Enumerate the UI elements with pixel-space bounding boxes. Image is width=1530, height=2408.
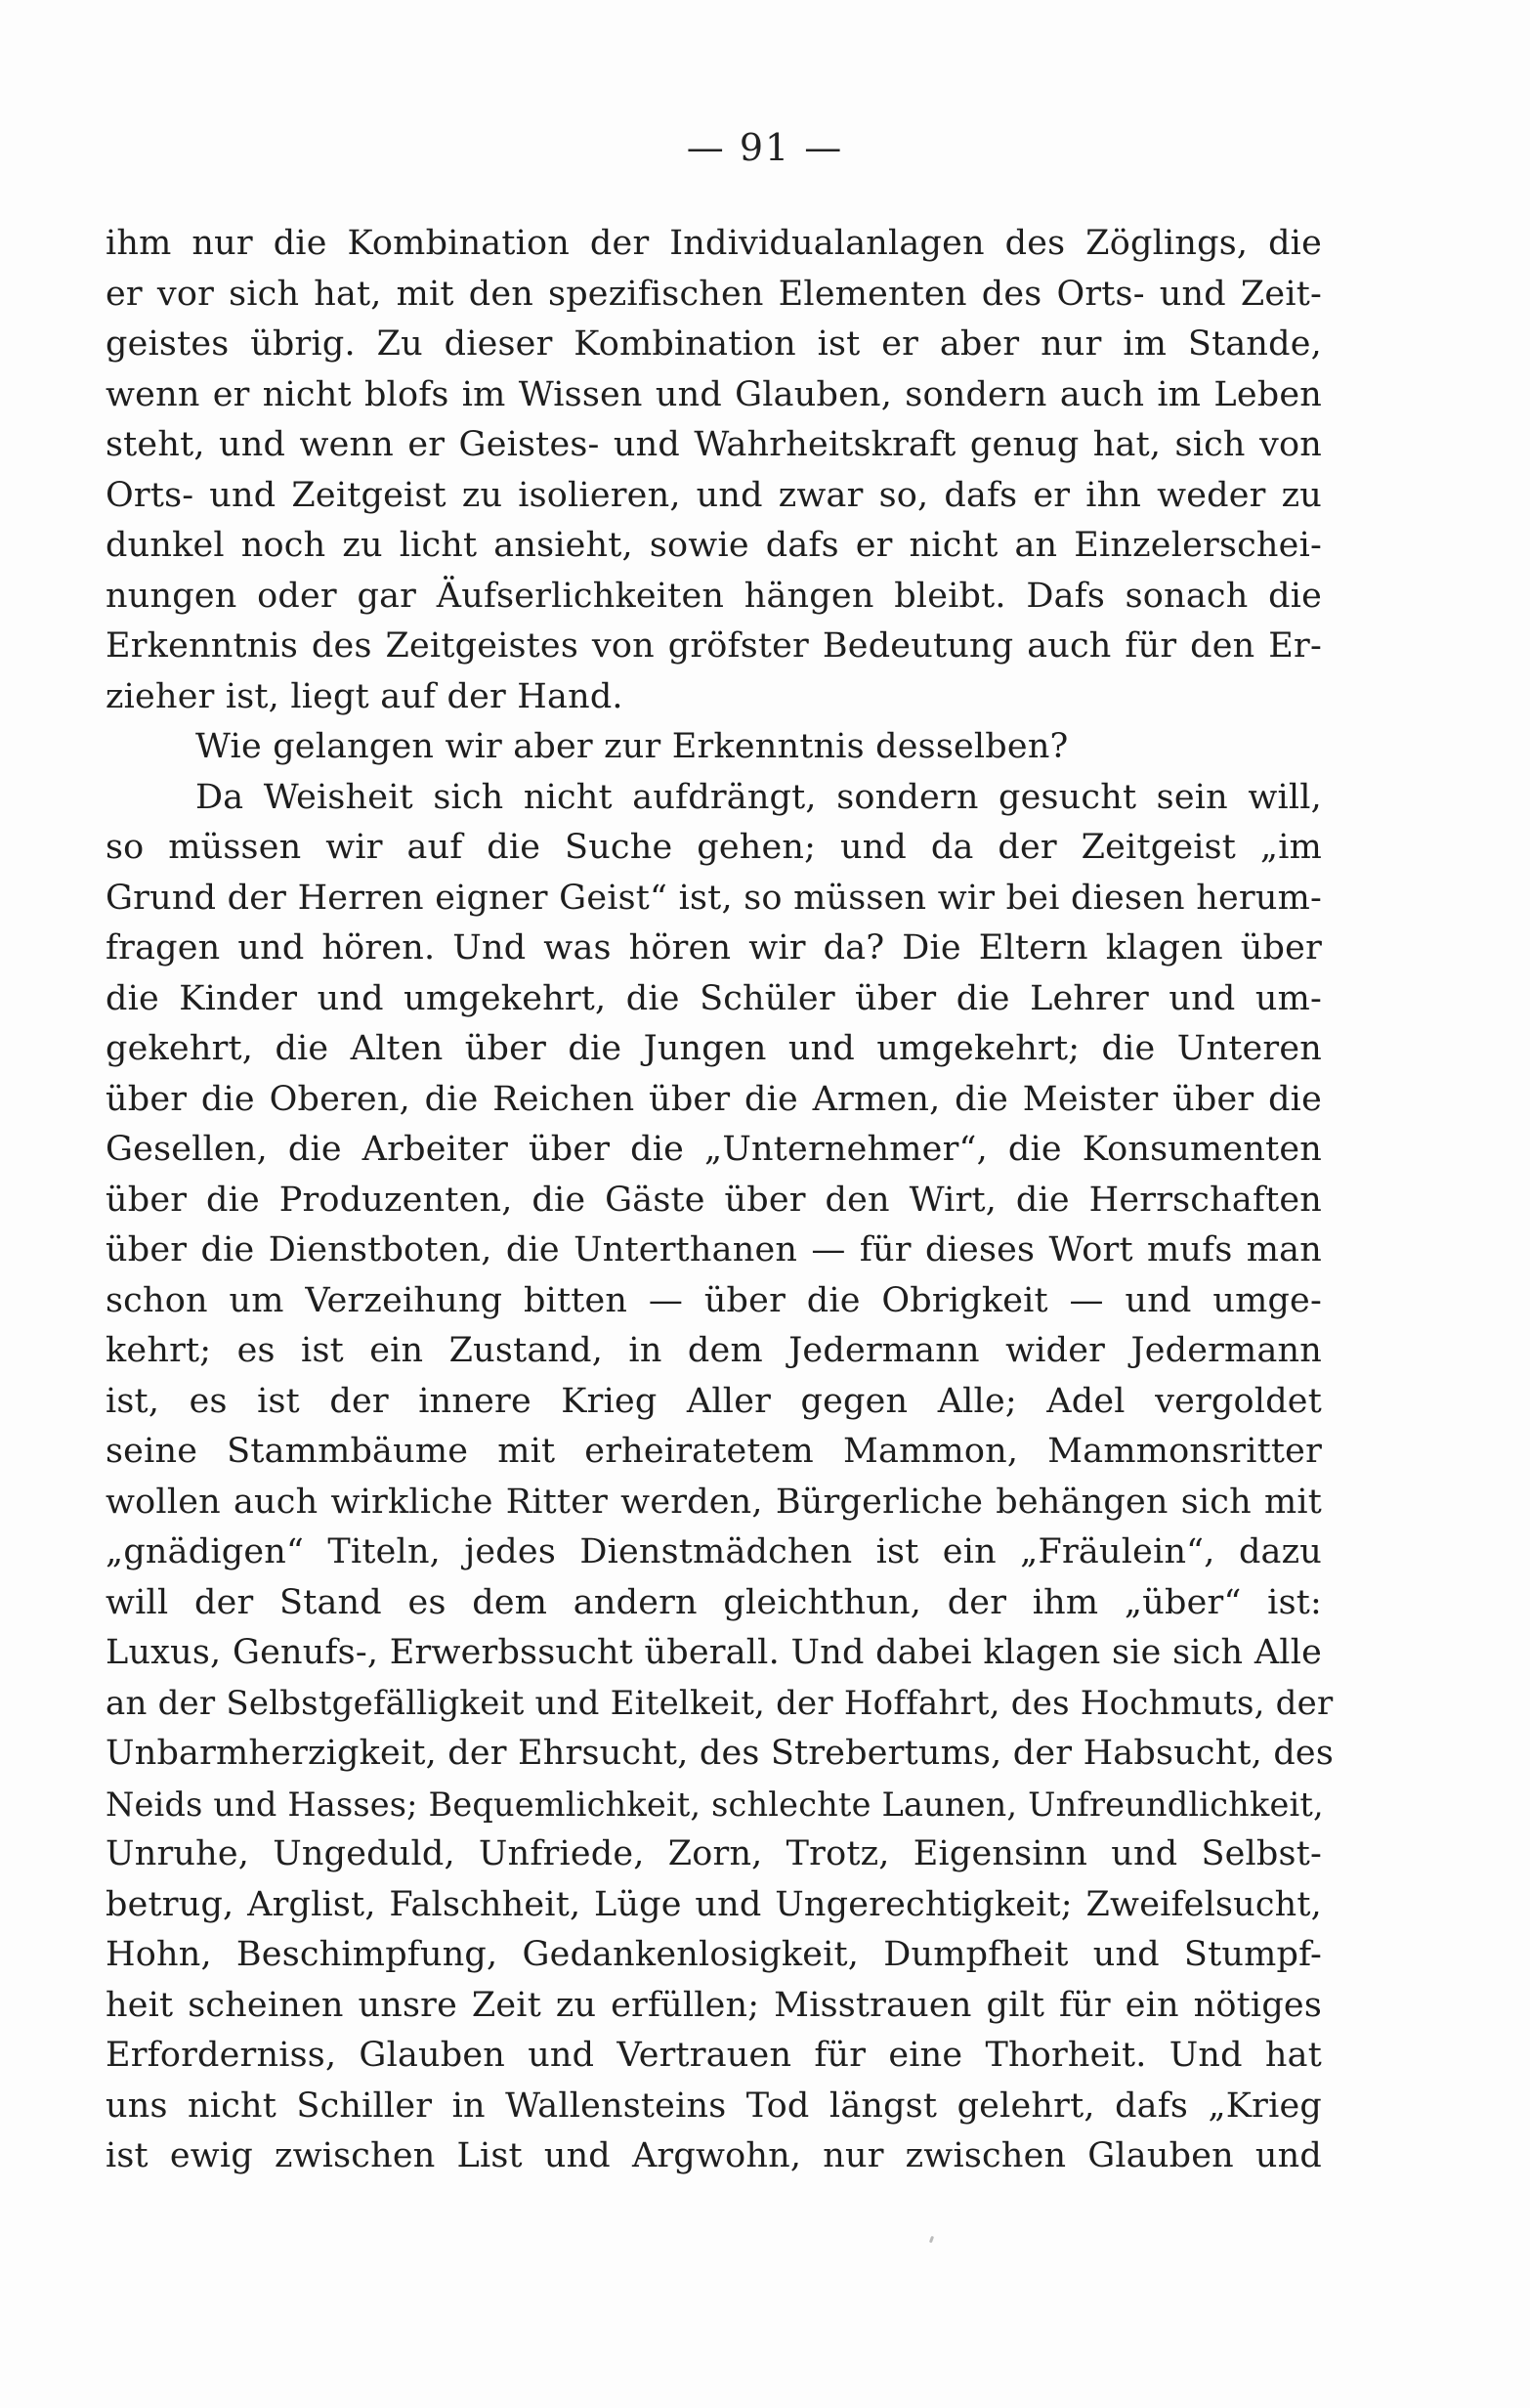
paper-speck [929, 2236, 934, 2244]
text-line: Unruhe, Ungeduld, Unfriede, Zorn, Trotz, Eigensinn und Selbst- [106, 1834, 1322, 1873]
text-line: er vor sich hat, mit den spezifischen Elementen des Orts- und Zeit- [106, 274, 1322, 314]
text-line: über die Produzenten, die Gäste über den Wirt, die Herrschaften [106, 1180, 1322, 1220]
text-line: Gesellen, die Arbeiter über die „Unternehmer“, die Konsumenten [106, 1130, 1322, 1169]
text-line: über die Oberen, die Reichen über die Armen, die Meister über die [106, 1079, 1322, 1119]
body-text [106, 219, 1334, 2182]
text-line: Orts- und Zeitgeist zu isolieren, und zwar so, dafs er ihn weder zu [106, 475, 1322, 515]
text-line: gekehrt, die Alten über die Jungen und umgekehrt; die Unteren [106, 1029, 1322, 1068]
text-line: Da Weisheit sich nicht aufdrängt, sondern gesucht sein will, [195, 777, 1322, 817]
text-line: dunkel noch zu licht ansieht, sowie dafs er nicht an Einzelerschei- [106, 526, 1322, 565]
text-line: „gnädigen“ Titeln, jedes Dienstmädchen ist ein „Fräulein“, dazu [106, 1532, 1322, 1571]
text-line: schon um Verzeihung bitten — über die Obrigkeit — und umge- [106, 1280, 1322, 1320]
text-line: Erforderniss, Glauben und Vertrauen für eine Thorheit. Und hat [106, 2036, 1322, 2075]
text-line: will der Stand es dem andern gleichthun, der ihm „über“ ist: [106, 1582, 1322, 1622]
text-line: betrug, Arglist, Falschheit, Lüge und Ungerechtigkeit; Zweifelsucht, [106, 1884, 1322, 1924]
text-line: ist ewig zwischen List und Argwohn, nur zwischen Glauben und [106, 2136, 1322, 2175]
text-line: Luxus, Genufs-, Erwerbssucht überall. Und dabei klagen sie sich Alle [106, 1633, 1322, 1672]
text-line: Neids und Hasses; Bequemlichkeit, schlechte Launen, Unfreundlichkeit, [106, 1784, 1324, 1824]
text-line: über die Dienstboten, die Unterthanen — für dieses Wort mufs man [106, 1230, 1322, 1269]
text-line: Grund der Herren eigner Geist“ ist, so müssen wir bei diesen herum- [106, 878, 1322, 918]
text-line: an der Selbstgefälligkeit und Eitelkeit, der Hoffahrt, des Hochmuts, der [106, 1683, 1334, 1723]
text-line: Unbarmherzigkeit, der Ehrsucht, des Strebertums, der Habsucht, des [106, 1734, 1334, 1773]
text-line: die Kinder und umgekehrt, die Schüler über die Lehrer und um- [106, 978, 1322, 1018]
text-line: ihm nur die Kombination der Individualanlagen des Zöglings, die [106, 224, 1322, 263]
page-number: — 91 — [686, 126, 844, 169]
text-line: nungen oder gar Äufserlichkeiten hängen bleibt. Dafs sonach die [106, 576, 1322, 616]
text-line: heit scheinen unsre Zeit zu erfüllen; Misstrauen gilt für ein nötiges [106, 1985, 1322, 2025]
text-line: ist, es ist der innere Krieg Aller gegen Alle; Adel vergoldet [106, 1381, 1322, 1421]
text-line: steht, und wenn er Geistes- und Wahrheitskraft genug hat, sich von [106, 425, 1322, 464]
text-line: zieher ist, liegt auf der Hand. [106, 676, 623, 716]
text-line: seine Stammbäume mit erheiratetem Mammon, Mammonsritter [106, 1432, 1322, 1471]
text-line: fragen und hören. Und was hören wir da? Die Eltern klagen über [106, 928, 1322, 968]
text-line: uns nicht Schiller in Wallensteins Tod längst gelehrt, dafs „Krieg [106, 2086, 1322, 2126]
text-line: Wie gelangen wir aber zur Erkenntnis desselben? [195, 727, 1069, 766]
text-line: geistes übrig. Zu dieser Kombination ist er aber nur im Stande, [106, 324, 1322, 364]
text-line: wollen auch wirkliche Ritter werden, Bürgerliche behängen sich mit [106, 1482, 1322, 1522]
text-line: Hohn, Beschimpfung, Gedankenlosigkeit, Dumpfheit und Stumpf- [106, 1935, 1322, 1974]
text-line: wenn er nicht blofs im Wissen und Glauben, sondern auch im Leben [106, 374, 1322, 414]
text-line: Erkenntnis des Zeitgeistes von gröfster Bedeutung auch für den Er- [106, 626, 1322, 666]
text-line: so müssen wir auf die Suche gehen; und da der Zeitgeist „im [106, 828, 1322, 867]
text-line: kehrt; es ist ein Zustand, in dem Jedermann wider Jedermann [106, 1331, 1322, 1370]
